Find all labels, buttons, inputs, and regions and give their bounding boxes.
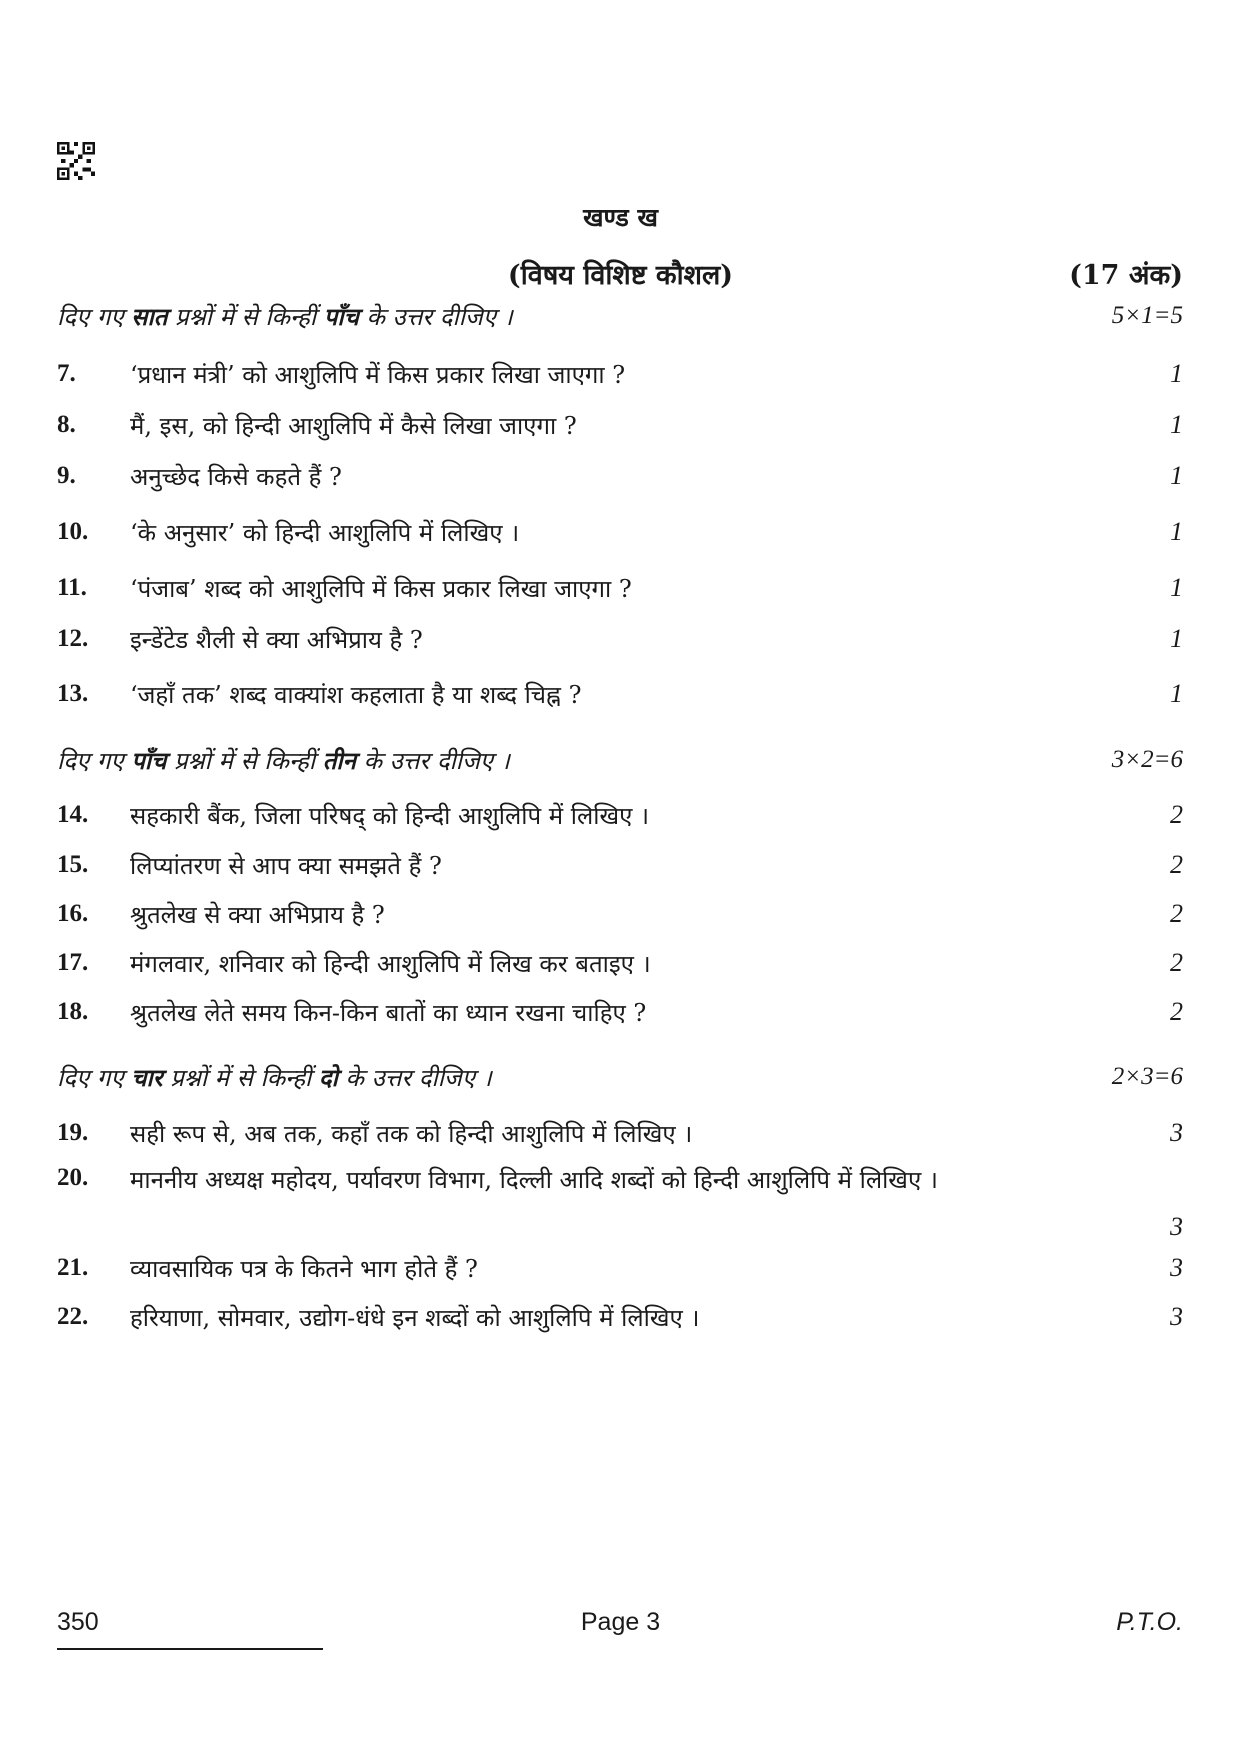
- question-14: 14. सहकारी बैंक, जिला परिषद् को हिन्दी आशुलिपि में लिखिए । 2: [57, 800, 1183, 830]
- group-marks: 2×3=6: [1111, 1063, 1183, 1090]
- question-10: 10. ‘के अनुसार’ को हिन्दी आशुलिपि में लिखिए । 1: [57, 517, 1183, 547]
- instruction-group-2: दिए गए पाँच प्रश्नों में से किन्हीं तीन के उत्तर दीजिए । 3×2=6: [57, 745, 1183, 775]
- question-9: 9. अनुच्छेद किसे कहते हैं ? 1: [57, 461, 1183, 491]
- question-22: 22. हरियाणा, सोमवार, उद्योग-धंधे इन शब्दों को आशुलिपि में लिखिए । 3: [57, 1302, 1183, 1332]
- question-19: 19. सही रूप से, अब तक, कहाँ तक को हिन्दी आशुलिपि में लिखिए । 3: [57, 1118, 1183, 1148]
- pto-label: P.T.O.: [1116, 1608, 1183, 1636]
- question-15: 15. लिप्यांतरण से आप क्या समझते हैं ? 2: [57, 850, 1183, 880]
- group-marks: 5×1=5: [1111, 302, 1183, 329]
- instruction-group-1: दिए गए सात प्रश्नों में से किन्हीं पाँच के उत्तर दीजिए । 5×1=5: [57, 301, 1183, 331]
- paper-code: 350: [57, 1608, 99, 1636]
- question-20: 20. माननीय अध्यक्ष महोदय, पर्यावरण विभाग, दिल्ली आदि शब्दों को हिन्दी आशुलिपि में लिखिए । 3: [57, 1164, 1183, 1241]
- question-11: 11. ‘पंजाब’ शब्द को आशुलिपि में किस प्रकार लिखा जाएगा ? 1: [57, 573, 1183, 603]
- group-marks: 3×2=6: [1111, 746, 1183, 773]
- section-marks: (17 अंक): [1069, 260, 1183, 291]
- question-17: 17. मंगलवार, शनिवार को हिन्दी आशुलिपि में लिख कर बताइए । 2: [57, 948, 1183, 978]
- footer-divider: [57, 1648, 323, 1650]
- question-8: 8. मैं, इस, को हिन्दी आशुलिपि में कैसे लिखा जाएगा ? 1: [57, 410, 1183, 440]
- section-title: खण्ड ख: [583, 203, 658, 232]
- question-12: 12. इन्डेंटेड शैली से क्या अभिप्राय है ? 1: [57, 624, 1183, 654]
- question-18: 18. श्रुतलेख लेते समय किन-किन बातों का ध्यान रखना चाहिए ? 2: [57, 997, 1183, 1027]
- question-16: 16. श्रुतलेख से क्या अभिप्राय है ? 2: [57, 899, 1183, 929]
- question-13: 13. ‘जहाँ तक’ शब्द वाक्यांश कहलाता है या शब्द चिह्न ? 1: [57, 679, 1183, 709]
- instruction-group-3: दिए गए चार प्रश्नों में से किन्हीं दो के उत्तर दीजिए । 2×3=6: [57, 1062, 1183, 1092]
- page-number: Page 3: [580, 1608, 661, 1636]
- qr-code-icon: [57, 142, 95, 180]
- question-21: 21. व्यावसायिक पत्र के कितने भाग होते हैं ? 3: [57, 1253, 1183, 1283]
- section-subtitle: (विषय विशिष्ट कौशल): [507, 260, 734, 291]
- question-7: 7. ‘प्रधान मंत्री’ को आशुलिपि में किस प्रकार लिखा जाएगा ? 1: [57, 359, 1183, 389]
